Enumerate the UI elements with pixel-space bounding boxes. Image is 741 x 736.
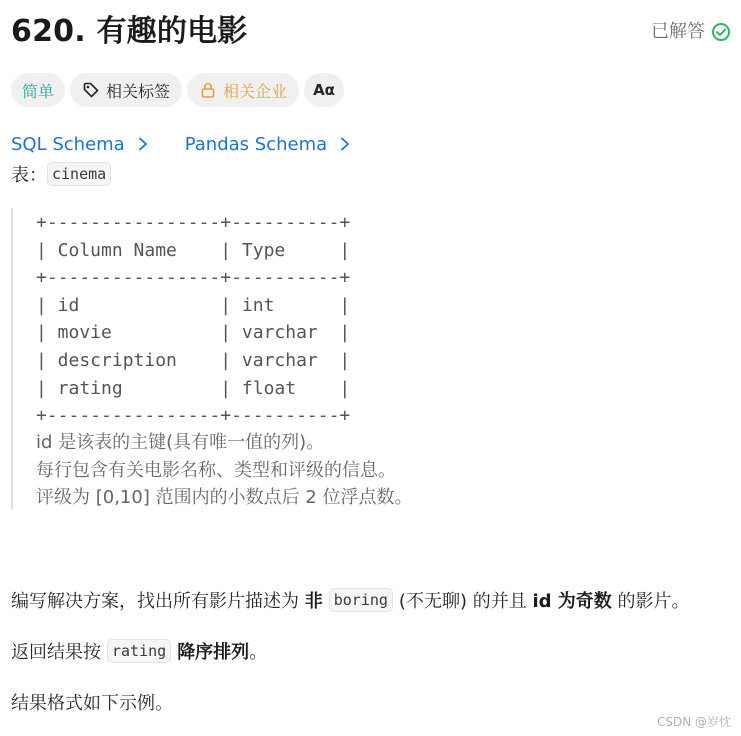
solved-status [651,18,731,46]
text-span: (不无聊) 的并且 [398,591,527,612]
description-paragraph [11,688,173,716]
text-span: 。 [249,642,268,663]
schema-notes [36,429,412,512]
text-span: 结果格式如下示例。 [11,693,173,714]
difficulty-badge[interactable] [11,73,65,107]
sql-schema-link[interactable] [11,132,185,156]
table-prefix: 表： [11,165,47,186]
related-tags-label: 相关标签 [106,81,171,101]
related-tags-button[interactable] [70,73,182,107]
inline-code: rating [107,639,171,663]
schema-links [11,131,387,157]
schema-block [11,208,471,510]
tag-icon [82,81,100,99]
description-paragraph [11,637,267,665]
problem-title[interactable]: 620. 有趣的电影 [11,14,248,49]
table-name-code: cinema [47,162,111,186]
lock-icon [199,81,217,99]
text-span: 返回结果按 [11,642,101,663]
text-span: 编写解决方案，找出所有影片描述为 [11,591,299,612]
related-companies-button[interactable] [187,73,299,107]
description-paragraph [11,586,690,614]
inline-code: boring [329,588,393,612]
solved-label: 已解答 [651,21,705,42]
chevron-right-icon [339,132,351,156]
bold-text: id 为奇数 [532,591,612,612]
schema-note: 评级为 [0,10] 范围内的小数点后 2 位浮点数。 [36,487,413,508]
text-span: 的影片。 [617,591,690,612]
pandas-schema-label: Pandas Schema [184,133,328,155]
tag-bar [11,73,344,107]
sql-schema-label: SQL Schema [11,133,125,155]
check-circle-icon [711,22,731,42]
translate-button[interactable] [304,73,344,107]
watermark: CSDN @岁忱 [656,715,731,729]
table-name-line [11,161,111,187]
bold-text: 降序排列 [177,642,250,663]
difficulty-label: 简单 [22,81,55,101]
bold-text: 非 [304,591,323,612]
schema-note: 每行包含有关电影名称、类型和评级的信息。 [36,459,396,481]
header [11,12,731,52]
schema-note: id 是该表的主键(具有唯一值的列)。 [36,432,325,453]
chevron-right-icon [137,132,149,156]
related-companies-label: 相关企业 [223,81,288,101]
pandas-schema-link[interactable] [185,132,387,156]
schema-table: +----------------+----------+ | Column Name | Type | +----------------+----------+ | id | int | | movie | varchar | | description | varchar | | rating | float | +----------------+----------+ [36,212,351,427]
translate-icon: Aα [313,81,335,99]
